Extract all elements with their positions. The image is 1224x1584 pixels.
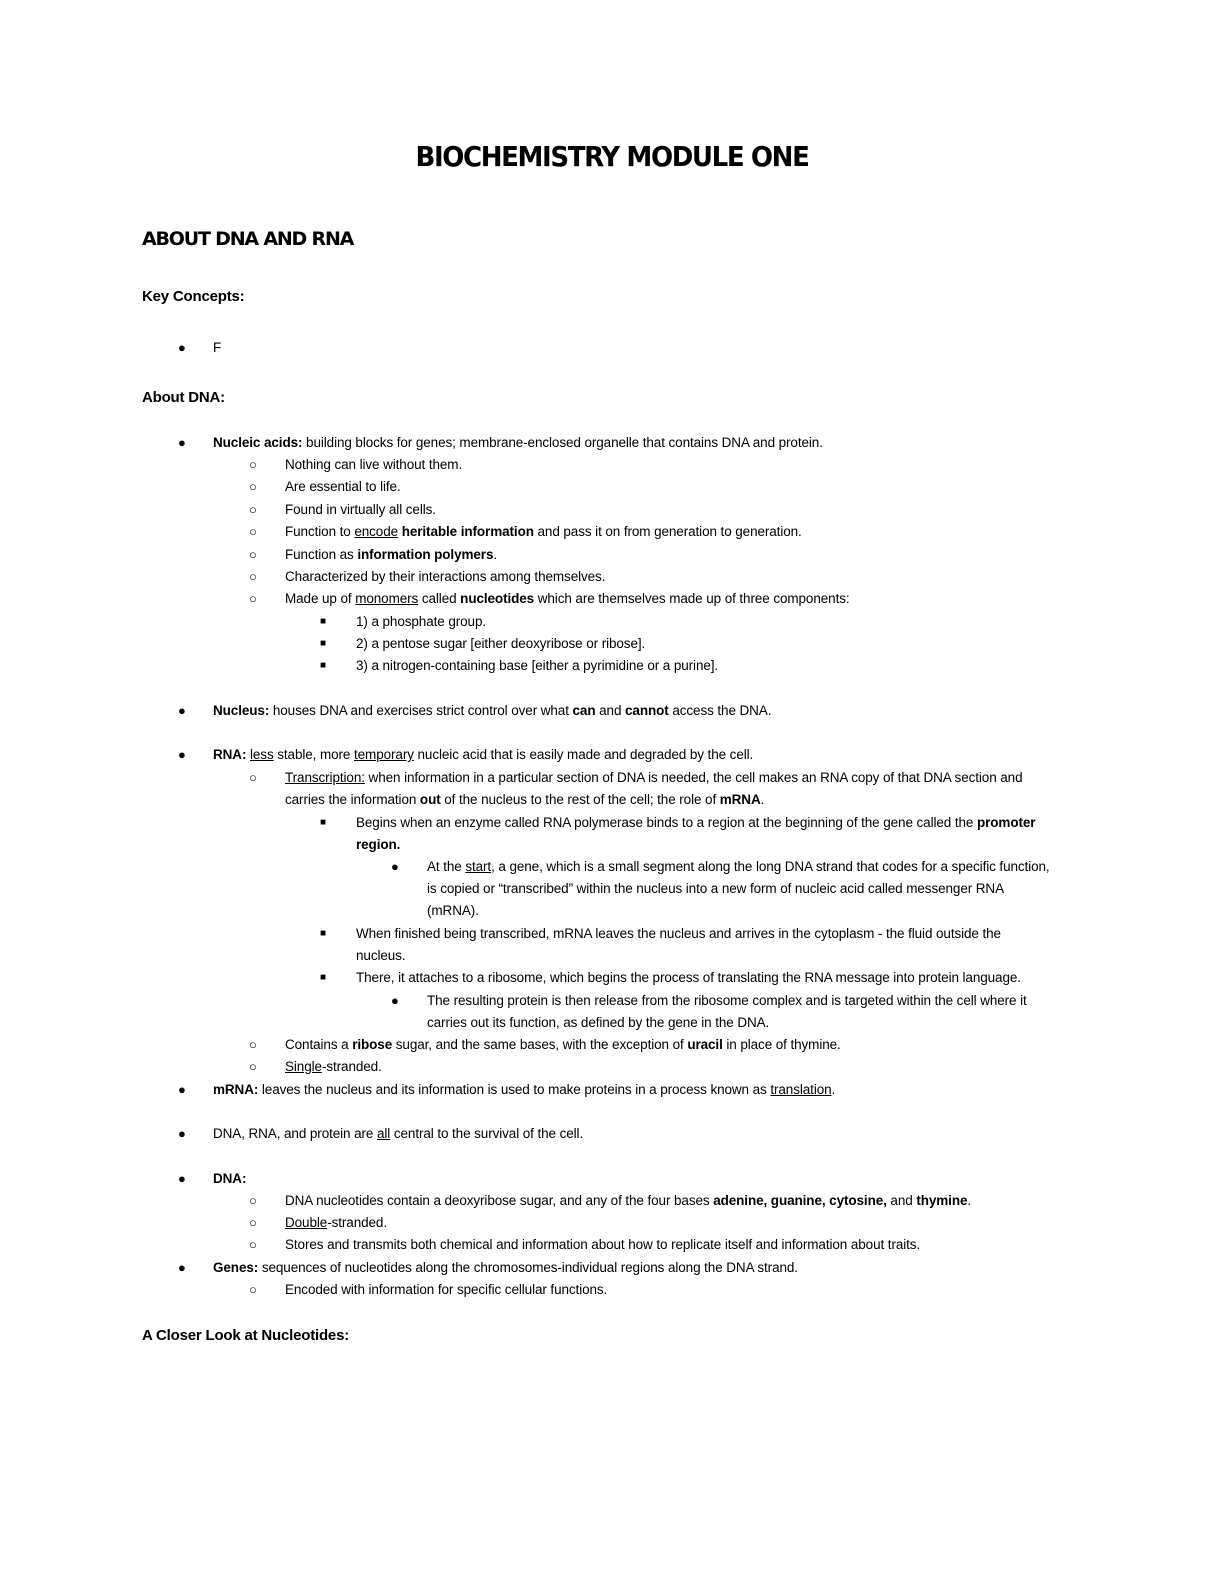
term: Genes: — [213, 1260, 259, 1275]
underlined-term: all — [376, 1126, 391, 1141]
term: mRNA — [719, 792, 761, 807]
text: , a gene, which is a small segment along the long DNA strand that codes for a specific function, — [491, 859, 1050, 874]
list-item: The resulting protein is then release from the ribosome complex and is targeted within the cell where it — [427, 993, 1027, 1008]
list-item: Are essential to life. — [285, 479, 401, 494]
term: information polymers — [357, 547, 494, 562]
text: access the DNA. — [668, 703, 772, 718]
term: region. — [356, 837, 401, 852]
bullet-disc-icon: ● — [391, 859, 399, 874]
bullet-circle-icon: ○ — [249, 457, 257, 472]
term: mRNA: — [213, 1082, 259, 1097]
text: in place of thymine. — [722, 1037, 841, 1052]
text: and — [595, 703, 626, 718]
bullet-circle-icon: ○ — [249, 1059, 257, 1074]
underlined-term: encode — [354, 524, 399, 539]
text: houses DNA and exercises strict control over what — [269, 703, 573, 718]
term: promoter — [976, 815, 1036, 830]
bullet-disc-icon: ● — [178, 747, 186, 762]
list-item-continuation: carries out its function, as defined by the gene in the DNA. — [427, 1015, 770, 1030]
list-item — [285, 1034, 841, 1056]
key-concept-item: F — [213, 340, 222, 355]
list-item: 1) a phosphate group. — [356, 614, 486, 629]
text: sequences of nucleotides along the chromosomes-individual regions along the DNA strand. — [258, 1260, 798, 1275]
bullet-circle-icon: ○ — [249, 1037, 257, 1052]
underlined-term: translation — [770, 1082, 832, 1097]
text: . — [493, 547, 498, 562]
bullet-disc-icon: ● — [178, 340, 186, 355]
list-item — [285, 1056, 382, 1078]
bullet-square-icon: ■ — [320, 638, 327, 649]
underlined-term: temporary — [354, 747, 414, 762]
term: adenine, guanine, cytosine, — [713, 1193, 887, 1208]
list-item — [285, 1190, 971, 1212]
bullet-circle-icon: ○ — [249, 770, 257, 785]
term: DNA: — [213, 1171, 247, 1186]
closer-look-heading: A Closer Look at Nucleotides: — [142, 1327, 350, 1344]
text: central to the survival of the cell. — [390, 1126, 584, 1141]
term: out — [419, 792, 441, 807]
bullet-circle-icon: ○ — [249, 547, 257, 562]
bullet-square-icon: ■ — [320, 660, 327, 671]
bullet-square-icon: ■ — [320, 817, 327, 828]
text: Made up of — [285, 591, 356, 606]
list-item — [285, 521, 802, 543]
term: can — [572, 703, 596, 718]
bullet-disc-icon: ● — [178, 1260, 186, 1275]
document-title: BIOCHEMISTRY MODULE ONE — [415, 140, 809, 173]
bullet-square-icon: ■ — [320, 972, 327, 983]
text: stable, more — [273, 747, 354, 762]
list-item — [427, 856, 1050, 878]
text: -stranded. — [321, 1059, 382, 1074]
bullet-disc-icon: ● — [391, 993, 399, 1008]
bullet-disc-icon: ● — [178, 703, 186, 718]
list-item-continuation: is copied or “transcribed” within the nucleus into a new form of nucleic acid called messenger RNA — [427, 881, 1004, 896]
text: . — [831, 1082, 836, 1097]
term: nucleotides — [460, 591, 535, 606]
text: Function to — [285, 524, 355, 539]
list-item: Characterized by their interactions among themselves. — [285, 569, 606, 584]
text: sugar, and the same bases, with the exception of — [392, 1037, 688, 1052]
underlined-term: Transcription: — [285, 770, 365, 785]
bullet-square-icon: ■ — [320, 616, 327, 627]
text: leaves the nucleus and its information is used to make proteins in a process known as — [258, 1082, 771, 1097]
section-heading: ABOUT DNA AND RNA — [142, 228, 354, 250]
text: when information in a particular section of DNA is needed, the cell makes an RNA copy of that DNA section and — [364, 770, 1023, 785]
list-item — [213, 432, 823, 454]
text: which are themselves made up of three components: — [534, 591, 850, 606]
underlined-term: Double — [285, 1215, 328, 1230]
term: uracil — [687, 1037, 723, 1052]
list-item — [285, 544, 497, 566]
term: heritable information — [401, 524, 534, 539]
term: cannot — [625, 703, 669, 718]
list-item: Encoded with information for specific cellular functions. — [285, 1282, 608, 1297]
bullet-circle-icon: ○ — [249, 591, 257, 606]
list-item: There, it attaches to a ribosome, which begins the process of translating the RNA message into protein language. — [356, 970, 1021, 985]
list-item-continuation — [356, 834, 400, 856]
list-item — [213, 1079, 835, 1101]
text: called — [418, 591, 461, 606]
bullet-square-icon: ■ — [320, 928, 327, 939]
underlined-term: Single — [285, 1059, 322, 1074]
bullet-disc-icon: ● — [178, 1126, 186, 1141]
bullet-disc-icon: ● — [178, 1082, 186, 1097]
list-item — [285, 1212, 387, 1234]
list-item-continuation: (mRNA). — [427, 903, 479, 918]
text: DNA, RNA, and protein are — [213, 1126, 377, 1141]
bullet-disc-icon: ● — [178, 1171, 186, 1186]
term: thymine — [916, 1193, 968, 1208]
list-item — [213, 1123, 583, 1145]
list-item: 3) a nitrogen-containing base [either a pyrimidine or a purine]. — [356, 658, 719, 673]
bullet-disc-icon: ● — [178, 435, 186, 450]
text: Begins when an enzyme called RNA polymerase binds to a region at the beginning of the gene called the — [356, 815, 977, 830]
list-item — [285, 767, 1023, 789]
text: of the nucleus to the rest of the cell; the role of — [440, 792, 720, 807]
bullet-circle-icon: ○ — [249, 1193, 257, 1208]
list-item: Nothing can live without them. — [285, 457, 463, 472]
key-concepts-heading: Key Concepts: — [142, 288, 245, 305]
list-item: Found in virtually all cells. — [285, 502, 436, 517]
text: . — [967, 1193, 972, 1208]
list-item: When finished being transcribed, mRNA leaves the nucleus and arrives in the cytoplasm - the fluid outside the — [356, 926, 1001, 941]
bullet-circle-icon: ○ — [249, 1282, 257, 1297]
text: DNA nucleotides contain a deoxyribose sugar, and any of the four bases — [285, 1193, 714, 1208]
list-item — [213, 700, 771, 722]
term: Nucleic acids: — [213, 435, 303, 450]
text: Function as — [285, 547, 358, 562]
list-item-continuation — [285, 789, 764, 811]
text: At the — [427, 859, 466, 874]
text: carries the information — [285, 792, 420, 807]
list-item-continuation: nucleus. — [356, 948, 406, 963]
term: ribose — [352, 1037, 393, 1052]
bullet-circle-icon: ○ — [249, 479, 257, 494]
bullet-circle-icon: ○ — [249, 524, 257, 539]
list-item: Stores and transmits both chemical and information about how to replicate itself and information about traits. — [285, 1237, 921, 1252]
list-item — [213, 1168, 246, 1190]
bullet-circle-icon: ○ — [249, 569, 257, 584]
list-item: 2) a pentose sugar [either deoxyribose or ribose]. — [356, 636, 646, 651]
bullet-circle-icon: ○ — [249, 1237, 257, 1252]
text: -stranded. — [327, 1215, 387, 1230]
list-item — [213, 744, 753, 766]
text: building blocks for genes; membrane-enclosed organelle that contains DNA and protein. — [302, 435, 823, 450]
bullet-circle-icon: ○ — [249, 1215, 257, 1230]
term: RNA: — [213, 747, 247, 762]
underlined-term: start — [465, 859, 492, 874]
text: and — [886, 1193, 917, 1208]
text: and pass it on from generation to generation. — [533, 524, 802, 539]
underlined-term: monomers — [355, 591, 419, 606]
underlined-term: less — [250, 747, 274, 762]
list-item — [356, 812, 1035, 834]
about-dna-heading: About DNA: — [142, 389, 225, 406]
list-item — [213, 1257, 798, 1279]
text: . — [760, 792, 765, 807]
text: Contains a — [285, 1037, 353, 1052]
term: Nucleus: — [213, 703, 270, 718]
bullet-circle-icon: ○ — [249, 502, 257, 517]
list-item — [285, 588, 850, 610]
text: nucleic acid that is easily made and degraded by the cell. — [413, 747, 754, 762]
